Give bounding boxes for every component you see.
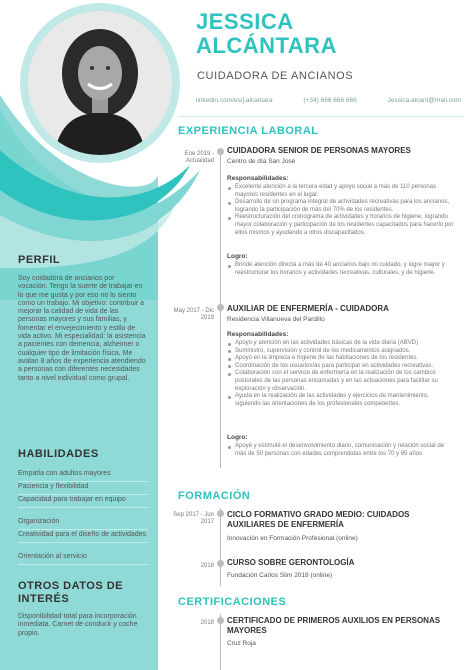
list-item: Colaboración con el servicio de enfermería en la realización de los cambios posturales de las personas encamadas y en las actuaciones para facilitar su exploración y observación. — [227, 370, 455, 393]
list-item: Coordinación de los usuarios/as para participar en actividades recreativas. — [227, 363, 455, 371]
job-date: May 2017 - Dic 2019 — [173, 308, 214, 321]
other-heading-line2: INTERÉS — [18, 593, 70, 605]
profile-photo — [28, 11, 172, 155]
list-item: Ayuda en la realización de las actividades y ejercicios de mantenimiento, siguiendo las orientaciones de los profesionales competentes. — [227, 393, 455, 408]
job-date: Ene 2019 - Actualidad — [184, 151, 214, 164]
header-divider — [178, 116, 464, 117]
edu-date: Sep 2017 - Jun 2017 — [173, 512, 214, 525]
achievement-label: Logro: — [227, 253, 248, 260]
timeline-dot — [217, 510, 224, 517]
achievement-list-2 — [227, 443, 455, 458]
certifications-heading: CERTIFICACIONES — [178, 596, 287, 608]
edu-place-1: Innovación en Formación Profesional (online) — [227, 535, 358, 542]
edu-title-2: CURSO SOBRE GERONTOLOGÍA — [227, 558, 355, 567]
timeline-dot — [217, 617, 224, 624]
other-heading-line1: OTROS DATOS DE — [18, 580, 123, 592]
skill-item: Paciencia y flexibilidad — [18, 483, 148, 495]
timeline-dot — [217, 560, 224, 567]
job-employer-1: Centro de día San José — [227, 158, 296, 165]
phone-number: (+34) 666 666 666 — [303, 97, 357, 104]
name-last: ALCÁNTARA — [196, 33, 337, 58]
other-heading — [18, 580, 123, 606]
skill-item: Empatía con adultos mayores — [18, 470, 148, 482]
contact-bar — [196, 97, 461, 104]
email-link[interactable]: Jessica.alcant@mail.com — [387, 97, 461, 104]
achievement-list-1 — [227, 262, 455, 277]
list-item: Apoyé y estimulé el desenvolvimiento diario, comunicación y relación social de más de 50 personas con edades comprendidas entre los 70 y 95 años — [227, 443, 455, 458]
resp-list-2 — [227, 340, 455, 408]
skills-heading: HABILIDADES — [18, 448, 99, 460]
profile-text: Soy cuidadora de ancianos por vocación. Tengo la suerte de trabajar en lo que me gusta y por eso no lo siento como un trabajo. Mi objetivo: contribuir a mejorar la calidad de vida de las personas mayores y sus familias, y fomentar el envejecimiento y estilo de vida activo. Mi especialidad: la asistencia a pacientes con demencia, alzheimer o cualquier tipo de limitación física. Me avalan 8 años de experiencia atendiendo a personas con diferentes necesidades tanto a nivel individual como grupal. — [18, 275, 146, 382]
job-employer-2: Residencia Villanueva del Pardillo — [227, 316, 325, 323]
list-item: Excelente atención a la tercera edad y apoyo social a más de 110 personas mayores residentes en el lugar. — [227, 184, 455, 199]
timeline-dot — [217, 148, 224, 155]
cert-title-1: CERTIFICADO DE PRIMEROS AUXILIOS EN PERSONAS MAYORES — [227, 616, 441, 635]
skill-item: Organización — [18, 518, 148, 530]
education-heading: FORMACIÓN — [178, 490, 251, 502]
edu-place-2: Fundación Carlos Slim 2018 (online) — [227, 572, 333, 579]
portrait-illustration — [28, 11, 172, 155]
resp-label: Responsabilidades: — [227, 175, 289, 182]
list-item: Apoyo en la limpieza e higiene de las habitaciones de los residentes. — [227, 355, 455, 363]
linkedin-link[interactable]: linkedin.com/es/j.alcantara — [196, 97, 273, 104]
list-item: Brinde atención directa a más de 40 ancianos bajo mi cuidado, y logre mayor y reestructurar los horarios y actividades recreativas, culturales, y de higiene. — [227, 262, 455, 277]
list-item: Apoyo y atención en las actividades básicas de la vida diaria (ABVD) — [227, 340, 455, 348]
list-item: Desarrollo de un programa integral de actividades recreativas para los ancianos, logrando la participación de más del 70% de los residentes. — [227, 199, 455, 214]
job-title: CUIDADORA DE ANCIANOS — [197, 70, 354, 82]
list-item: Suministro, supervisión y control de los medicamentos asignados. — [227, 348, 455, 356]
resp-list-1 — [227, 184, 455, 237]
edu-date: 2018 — [200, 563, 214, 569]
job-title-2: AUXILIAR DE ENFERMERÍA - CUIDADORA — [227, 304, 389, 313]
candidate-name — [196, 10, 337, 58]
resp-label: Responsabilidades: — [227, 331, 289, 338]
cert-date: 2018 — [200, 620, 214, 626]
cert-place-1: Cruz Roja — [227, 640, 256, 647]
education-timeline — [220, 508, 221, 586]
skill-item: Capacidad para trabajar en equipo — [18, 496, 148, 508]
other-text: Disponibilidad total para incorporación inmediata. Carnet de conducir y coche propio. — [18, 613, 138, 637]
profile-heading: PERFIL — [18, 254, 61, 266]
timeline-dot — [217, 304, 224, 311]
list-item: Reestructuración del cronograma de actividades y horarios de higiene, logrando mayor colaboración y participación de los residentes capacitados para hacerlo por ellos mismos y ayudando a otros discapacitados. — [227, 214, 455, 237]
achievement-label: Logro: — [227, 434, 248, 441]
name-first: JESSICA — [196, 9, 294, 34]
experience-heading: EXPERIENCIA LABORAL — [178, 125, 319, 137]
job-title-1: CUIDADORA SENIOR DE PERSONAS MAYORES — [227, 146, 411, 155]
skill-item: Creatividad para el diseño de actividades — [18, 531, 148, 543]
skill-item: Orientación al servicio — [18, 553, 148, 565]
edu-title-1: CICLO FORMATIVO GRADO MEDIO: CUIDADOS AUXILIARES DE ENFERMERÍA — [227, 510, 410, 529]
